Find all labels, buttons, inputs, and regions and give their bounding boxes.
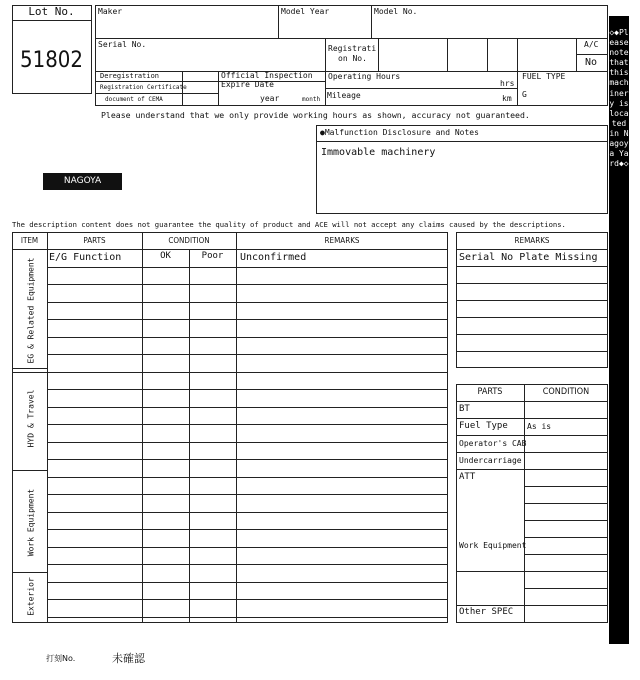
parts-work-equipment: Work Equipment xyxy=(459,541,527,550)
col-parts-header: PARTS xyxy=(83,236,106,245)
remarks-row-rule xyxy=(456,334,608,335)
maker-label: Maker xyxy=(98,7,123,16)
location-badge: NAGOYA xyxy=(43,173,122,190)
row-rule xyxy=(47,477,448,478)
operating-hours-label: Operating Hours xyxy=(328,72,401,81)
model-year-label: Model Year xyxy=(281,7,330,16)
parts-row-rule xyxy=(456,469,608,470)
group-hyd-travel: HYD & Travel xyxy=(26,389,36,448)
ok-label: OK xyxy=(160,251,171,261)
sidebar-notice: ◇◆Please note that this machinery is located in Nagoya Yard◆◇ xyxy=(609,28,629,169)
fuel-type-label: FUEL TYPE xyxy=(522,72,566,81)
serial-plate-remark: Serial No Plate Missing xyxy=(459,252,598,263)
parts-section-rule xyxy=(456,571,524,572)
row-rule xyxy=(47,547,448,548)
year-label: year xyxy=(260,94,280,103)
parts-row-rule xyxy=(456,435,608,436)
remarks-row-rule xyxy=(456,317,608,318)
parts-operators-cab: Operator's CAB xyxy=(459,439,527,448)
parts-bt: BT xyxy=(459,404,470,414)
parts-fuel-type: Fuel Type xyxy=(459,421,508,431)
official-inspection-label-1: Official Inspection xyxy=(221,71,313,80)
row-rule xyxy=(47,494,448,495)
row-rule xyxy=(47,512,448,513)
row-rule xyxy=(47,582,448,583)
hours-notice: Please understand that we only provide working hours as shown, accuracy not guaranteed. xyxy=(101,110,530,120)
parts-cond-rule xyxy=(524,571,608,572)
col-condition-header: CONDITION xyxy=(168,236,210,245)
row-rule xyxy=(47,389,448,390)
parts-row-rule xyxy=(456,418,608,419)
group-exterior: Exterior xyxy=(26,577,36,616)
row-rule xyxy=(47,407,448,408)
row-rule xyxy=(47,319,448,320)
eg-function-remarks: Unconfirmed xyxy=(240,252,307,263)
footer-value: 未確認 xyxy=(112,652,145,665)
row-rule xyxy=(47,267,448,268)
row-rule xyxy=(47,424,448,425)
ac-value: No xyxy=(585,57,598,68)
deregistration-label: Deregistration xyxy=(100,72,160,80)
remarks-row-rule xyxy=(456,283,608,284)
row-rule xyxy=(47,617,448,618)
right-remarks-header: REMARKS xyxy=(514,236,550,245)
remarks-row-rule xyxy=(456,266,608,267)
official-inspection-label-2: Expire Date xyxy=(221,80,274,89)
row-rule xyxy=(47,529,448,530)
km-label: km xyxy=(502,94,512,103)
parts-row-rule xyxy=(456,452,608,453)
parts-att: ATT xyxy=(459,472,476,482)
parts-undercarriage: Undercarriage xyxy=(459,456,522,465)
parts-cond-rule xyxy=(524,605,608,606)
disclaimer: The description content does not guarantee the quality of product and ACE will not accept any claims caused by the descriptions. xyxy=(12,220,566,229)
registration-label-1: Registrati xyxy=(328,44,377,53)
serial-no-label: Serial No. xyxy=(98,40,147,49)
col-item-header: ITEM xyxy=(20,236,39,245)
group-eg-related-equipment: EG & Related Equipment xyxy=(26,257,36,364)
lot-label: Lot No. xyxy=(28,5,75,18)
malfunction-title: ●Malfunction Disclosure and Notes xyxy=(320,128,479,137)
registration-certificate-label: Registration Certificate xyxy=(100,84,187,91)
row-rule xyxy=(47,564,448,565)
remarks-row-rule xyxy=(456,300,608,301)
malfunction-text: Immovable machinery xyxy=(321,147,436,158)
row-rule xyxy=(47,284,448,285)
parts-fuel-type-value: As is xyxy=(527,422,552,431)
group-rule xyxy=(12,372,448,373)
fuel-type-value: G xyxy=(522,90,527,99)
eg-function-part: E/G Function xyxy=(49,252,122,263)
row-rule xyxy=(47,354,448,355)
parts-cond-rule xyxy=(524,537,608,538)
cema-label: document of CEMA xyxy=(105,96,163,103)
row-rule xyxy=(47,302,448,303)
parts-cond-rule xyxy=(524,554,608,555)
registration-label-2: on No. xyxy=(338,54,367,63)
row-rule xyxy=(47,337,448,338)
condition-header: CONDITION xyxy=(542,387,590,397)
footer-label: 打刻No. xyxy=(46,654,76,663)
parts-cond-rule xyxy=(524,503,608,504)
row-rule xyxy=(47,442,448,443)
ac-label: A/C xyxy=(584,40,599,49)
group-work-equipment: Work Equipment xyxy=(26,488,36,557)
poor-label: Poor xyxy=(201,251,224,261)
row-rule xyxy=(47,599,448,600)
remarks-header-rule xyxy=(456,249,608,250)
hrs-label: hrs xyxy=(500,79,515,88)
remarks-row-rule xyxy=(456,351,608,352)
parts-other-spec: Other SPEC xyxy=(459,607,514,617)
parts-cond-rule xyxy=(524,486,608,487)
row-rule xyxy=(47,459,448,460)
malfunction-box xyxy=(316,125,608,214)
parts-cond-rule xyxy=(524,588,608,589)
location-sidebar xyxy=(609,16,629,644)
parts-cond-rule xyxy=(524,520,608,521)
mileage-label: Mileage xyxy=(327,91,361,100)
parts-header: PARTS xyxy=(477,387,503,397)
model-no-label: Model No. xyxy=(374,7,418,16)
lot-number: 51802 xyxy=(20,48,83,73)
parts-row-rule xyxy=(456,401,608,402)
month-label: month xyxy=(302,96,321,103)
parts-section-rule xyxy=(456,605,524,606)
col-remarks-header: REMARKS xyxy=(324,236,360,245)
main-header-rule xyxy=(12,249,448,250)
